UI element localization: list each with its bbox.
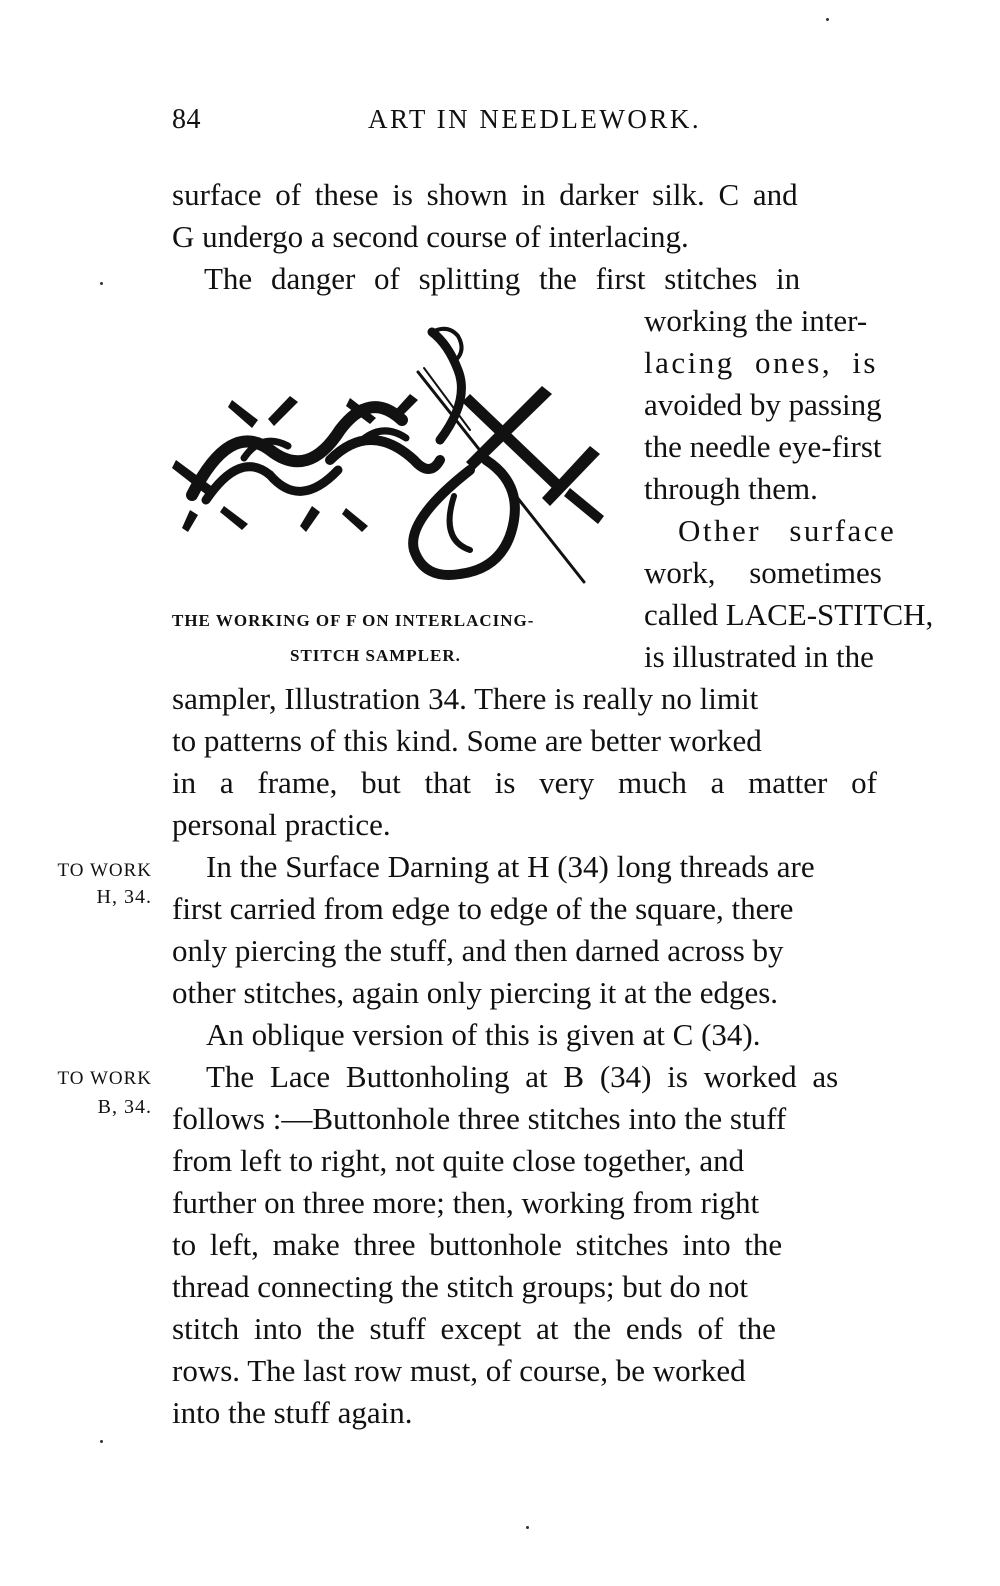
text-line: avoided by passing <box>644 387 882 422</box>
stitch-mark <box>228 400 258 428</box>
text-line: surface of these is shown in darker silk. C and <box>172 177 798 212</box>
text-line: in a frame, but that is very much a matter of <box>172 765 877 800</box>
margin-note-reference: B, 34. <box>97 1096 152 1118</box>
page-number: 84 <box>172 104 201 135</box>
stitch-mark <box>564 488 604 524</box>
thread-loop <box>450 496 470 550</box>
text-line: into the stuff again. <box>172 1395 413 1430</box>
margin-note-reference: H, 34. <box>96 886 152 908</box>
text-line: the needle eye-first <box>644 429 882 464</box>
running-title: ART IN NEEDLEWORK. <box>368 104 702 134</box>
text-line: work, sometimes <box>644 555 882 590</box>
stitch-mark <box>300 506 320 532</box>
figure-caption: THE WORKING OF F ON INTERLACING- <box>172 611 535 630</box>
interlace-arch <box>206 467 338 500</box>
text-line: further on three more; then, working from right <box>172 1185 760 1220</box>
margin-note-label: TO WORK <box>57 1068 152 1089</box>
text-line: personal practice. <box>172 807 391 842</box>
text-line: rows. The last row must, of course, be worked <box>172 1353 746 1388</box>
margin-note-label: TO WORK <box>57 860 152 881</box>
text-line: only piercing the stuff, and then darned across by <box>172 933 784 968</box>
stitch-mark <box>342 508 368 532</box>
text-line: thread connecting the stitch groups; but do not <box>172 1269 748 1304</box>
text-line: Other surface <box>678 513 897 548</box>
text-line: is illustrated in the <box>644 639 874 674</box>
text-line: from left to right, not quite close together, and <box>172 1143 745 1178</box>
text-line: An oblique version of this is given at C (34). <box>206 1017 761 1052</box>
text-line: to patterns of this kind. Some are better worked <box>172 723 762 758</box>
text-line: follows :—Buttonhole three stitches into the stuff <box>172 1101 787 1136</box>
interlace-arch <box>330 440 440 469</box>
stitch-mark <box>466 386 552 470</box>
text-line: working the inter- <box>644 303 868 338</box>
figure-caption: STITCH SAMPLER. <box>290 646 461 665</box>
text-line: to left, make three buttonhole stitches into the <box>172 1227 783 1262</box>
stitch-mark <box>462 394 562 490</box>
text-line: stitch into the stuff except at the ends of the <box>172 1311 776 1346</box>
text-line: first carried from edge to edge of the square, there <box>172 891 794 926</box>
text-line: lacing ones, is <box>644 345 878 380</box>
stitch-mark <box>268 396 298 426</box>
text-line: other stitches, again only piercing it at the edges. <box>172 975 779 1010</box>
stitch-mark <box>220 506 248 530</box>
text-line: The Lace Buttonholing at B (34) is worked as <box>206 1059 839 1094</box>
text-line: In the Surface Darning at H (34) long threads are <box>206 849 815 884</box>
text-line: sampler, Illustration 34. There is really no limit <box>172 681 759 716</box>
interlacing-stitch-illustration <box>170 310 610 595</box>
stitch-mark <box>182 510 198 532</box>
text-line: The danger of splitting the first stitches in <box>204 261 801 296</box>
page-header <box>172 104 942 144</box>
text-line: through them. <box>644 471 818 506</box>
text-line: called LACE-STITCH, <box>644 597 934 632</box>
text-line: G undergo a second course of interlacing. <box>172 219 689 254</box>
